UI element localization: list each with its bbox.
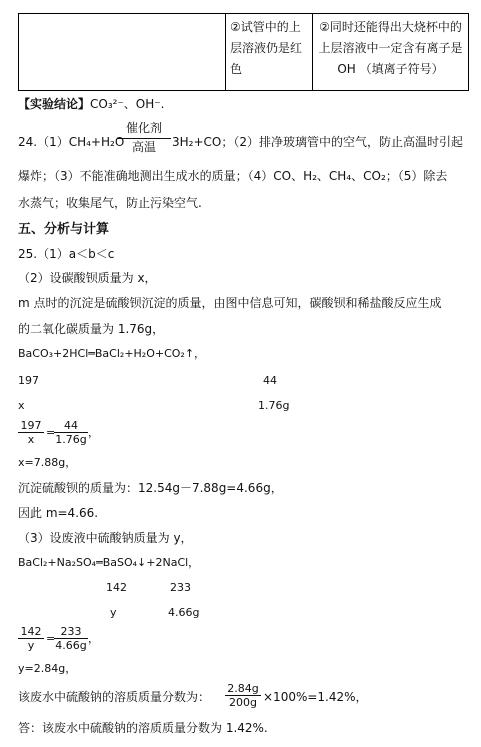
q24-line2: 爆炸；（3）不能准确地测出生成水的质量；（4）CO、H₂、CH₄、CO₂；（5）除去 <box>18 169 448 183</box>
mass-1.76g: 1.76g <box>258 399 290 412</box>
x-value: x=7.88g， <box>18 456 77 469</box>
fraction-1-right-den: 1.76g <box>55 433 87 446</box>
percent-prefix: 该废水中硫酸钠的溶质质量分数为： <box>18 690 211 704</box>
equation-2: BaCl₂+Na₂SO₄═BaSO₄↓+2NaCl， <box>18 556 200 569</box>
equals-sign: = <box>46 426 56 439</box>
fraction-2-right <box>54 625 88 652</box>
mass-142: 142 <box>106 581 127 594</box>
table-cell-observation: ②试管中的上层溶液仍是红色 <box>226 14 313 91</box>
equation-1: BaCO₃+2HCl═BaCl₂+H₂O+CO₂↑， <box>18 347 206 360</box>
fraction-2-end: ， <box>88 632 99 645</box>
mass-44: 44 <box>263 374 277 387</box>
mass-4.66g: 4.66g <box>168 606 200 619</box>
conclusion-ions: CO₃²⁻、OH⁻. <box>90 97 165 111</box>
percent-suffix: ×100%=1.42%， <box>263 690 368 704</box>
q24-line3: 水蒸气；收集尾气，防止污染空气. <box>18 196 202 210</box>
q24-catalyst: 催化剂 <box>125 121 162 135</box>
section-title: 五、分析与计算 <box>18 222 110 237</box>
table-cell-empty <box>19 14 226 91</box>
q25-explanation-2: 的二氧化碳质量为 1.76g， <box>18 322 165 336</box>
q25-explanation-1: m 点时的沉淀是硫酸钡沉淀的质量，由图中信息可知，碳酸钡和稀盐酸反应生成 <box>18 296 442 310</box>
percent-den: 200g <box>229 696 257 709</box>
fraction-2-left <box>18 625 44 652</box>
fraction-1-end: ， <box>88 426 99 439</box>
fraction-2-right-den: 4.66g <box>55 639 87 652</box>
fraction-2-left-num: 142 <box>18 625 44 639</box>
var-y: y <box>110 606 117 619</box>
percent-num: 2.84g <box>225 682 261 696</box>
final-answer: 答：该废水中硫酸钠的溶质质量分数为 1.42%. <box>18 721 268 735</box>
equals-sign: = <box>46 632 56 645</box>
results-table <box>18 13 469 91</box>
conclusion-label: 【实验结论】 <box>18 97 91 111</box>
conclusion-line-2: 上层溶液中一定含有离子是 <box>318 41 463 55</box>
experiment-conclusion <box>18 97 164 112</box>
conclusion-line-3: OH （填离子符号） <box>337 62 444 76</box>
var-x: x <box>18 399 25 412</box>
percent-fraction <box>225 682 261 709</box>
q24-reaction-arrow <box>117 138 171 139</box>
barium-sulfate-mass: 沉淀硫酸钡的质量为：12.54g－7.88g=4.66g， <box>18 481 283 495</box>
fraction-1-left <box>18 419 44 446</box>
q25-part2: （2）设碳酸钡质量为 x， <box>18 271 157 285</box>
q24-prefix: 24.（1）CH₄+H₂O <box>18 135 125 149</box>
fraction-2-right-num: 233 <box>54 625 88 639</box>
q24-condition: 高温 <box>131 140 156 154</box>
fraction-1-right-num: 44 <box>54 419 88 433</box>
q24-suffix: 3H₂+CO；（2）排净玻璃管中的空气，防止高温时引起 <box>172 135 463 149</box>
y-value: y=2.84g， <box>18 662 77 675</box>
mass-197: 197 <box>18 374 39 387</box>
table-cell-conclusion <box>313 14 469 91</box>
conclusion-line-1: ②同时还能得出大烧杯中的 <box>319 20 462 34</box>
fraction-1-left-num: 197 <box>18 419 44 433</box>
fraction-1-right <box>54 419 88 446</box>
m-value: 因此 m=4.66. <box>18 506 99 520</box>
q25-part3: （3）设废液中硫酸钠质量为 y， <box>18 531 193 545</box>
fraction-2-left-den: y <box>27 639 35 652</box>
mass-233: 233 <box>170 581 191 594</box>
q25-part1: 25.（1）a＜b＜c <box>18 247 115 261</box>
fraction-1-left-den: x <box>27 433 35 446</box>
